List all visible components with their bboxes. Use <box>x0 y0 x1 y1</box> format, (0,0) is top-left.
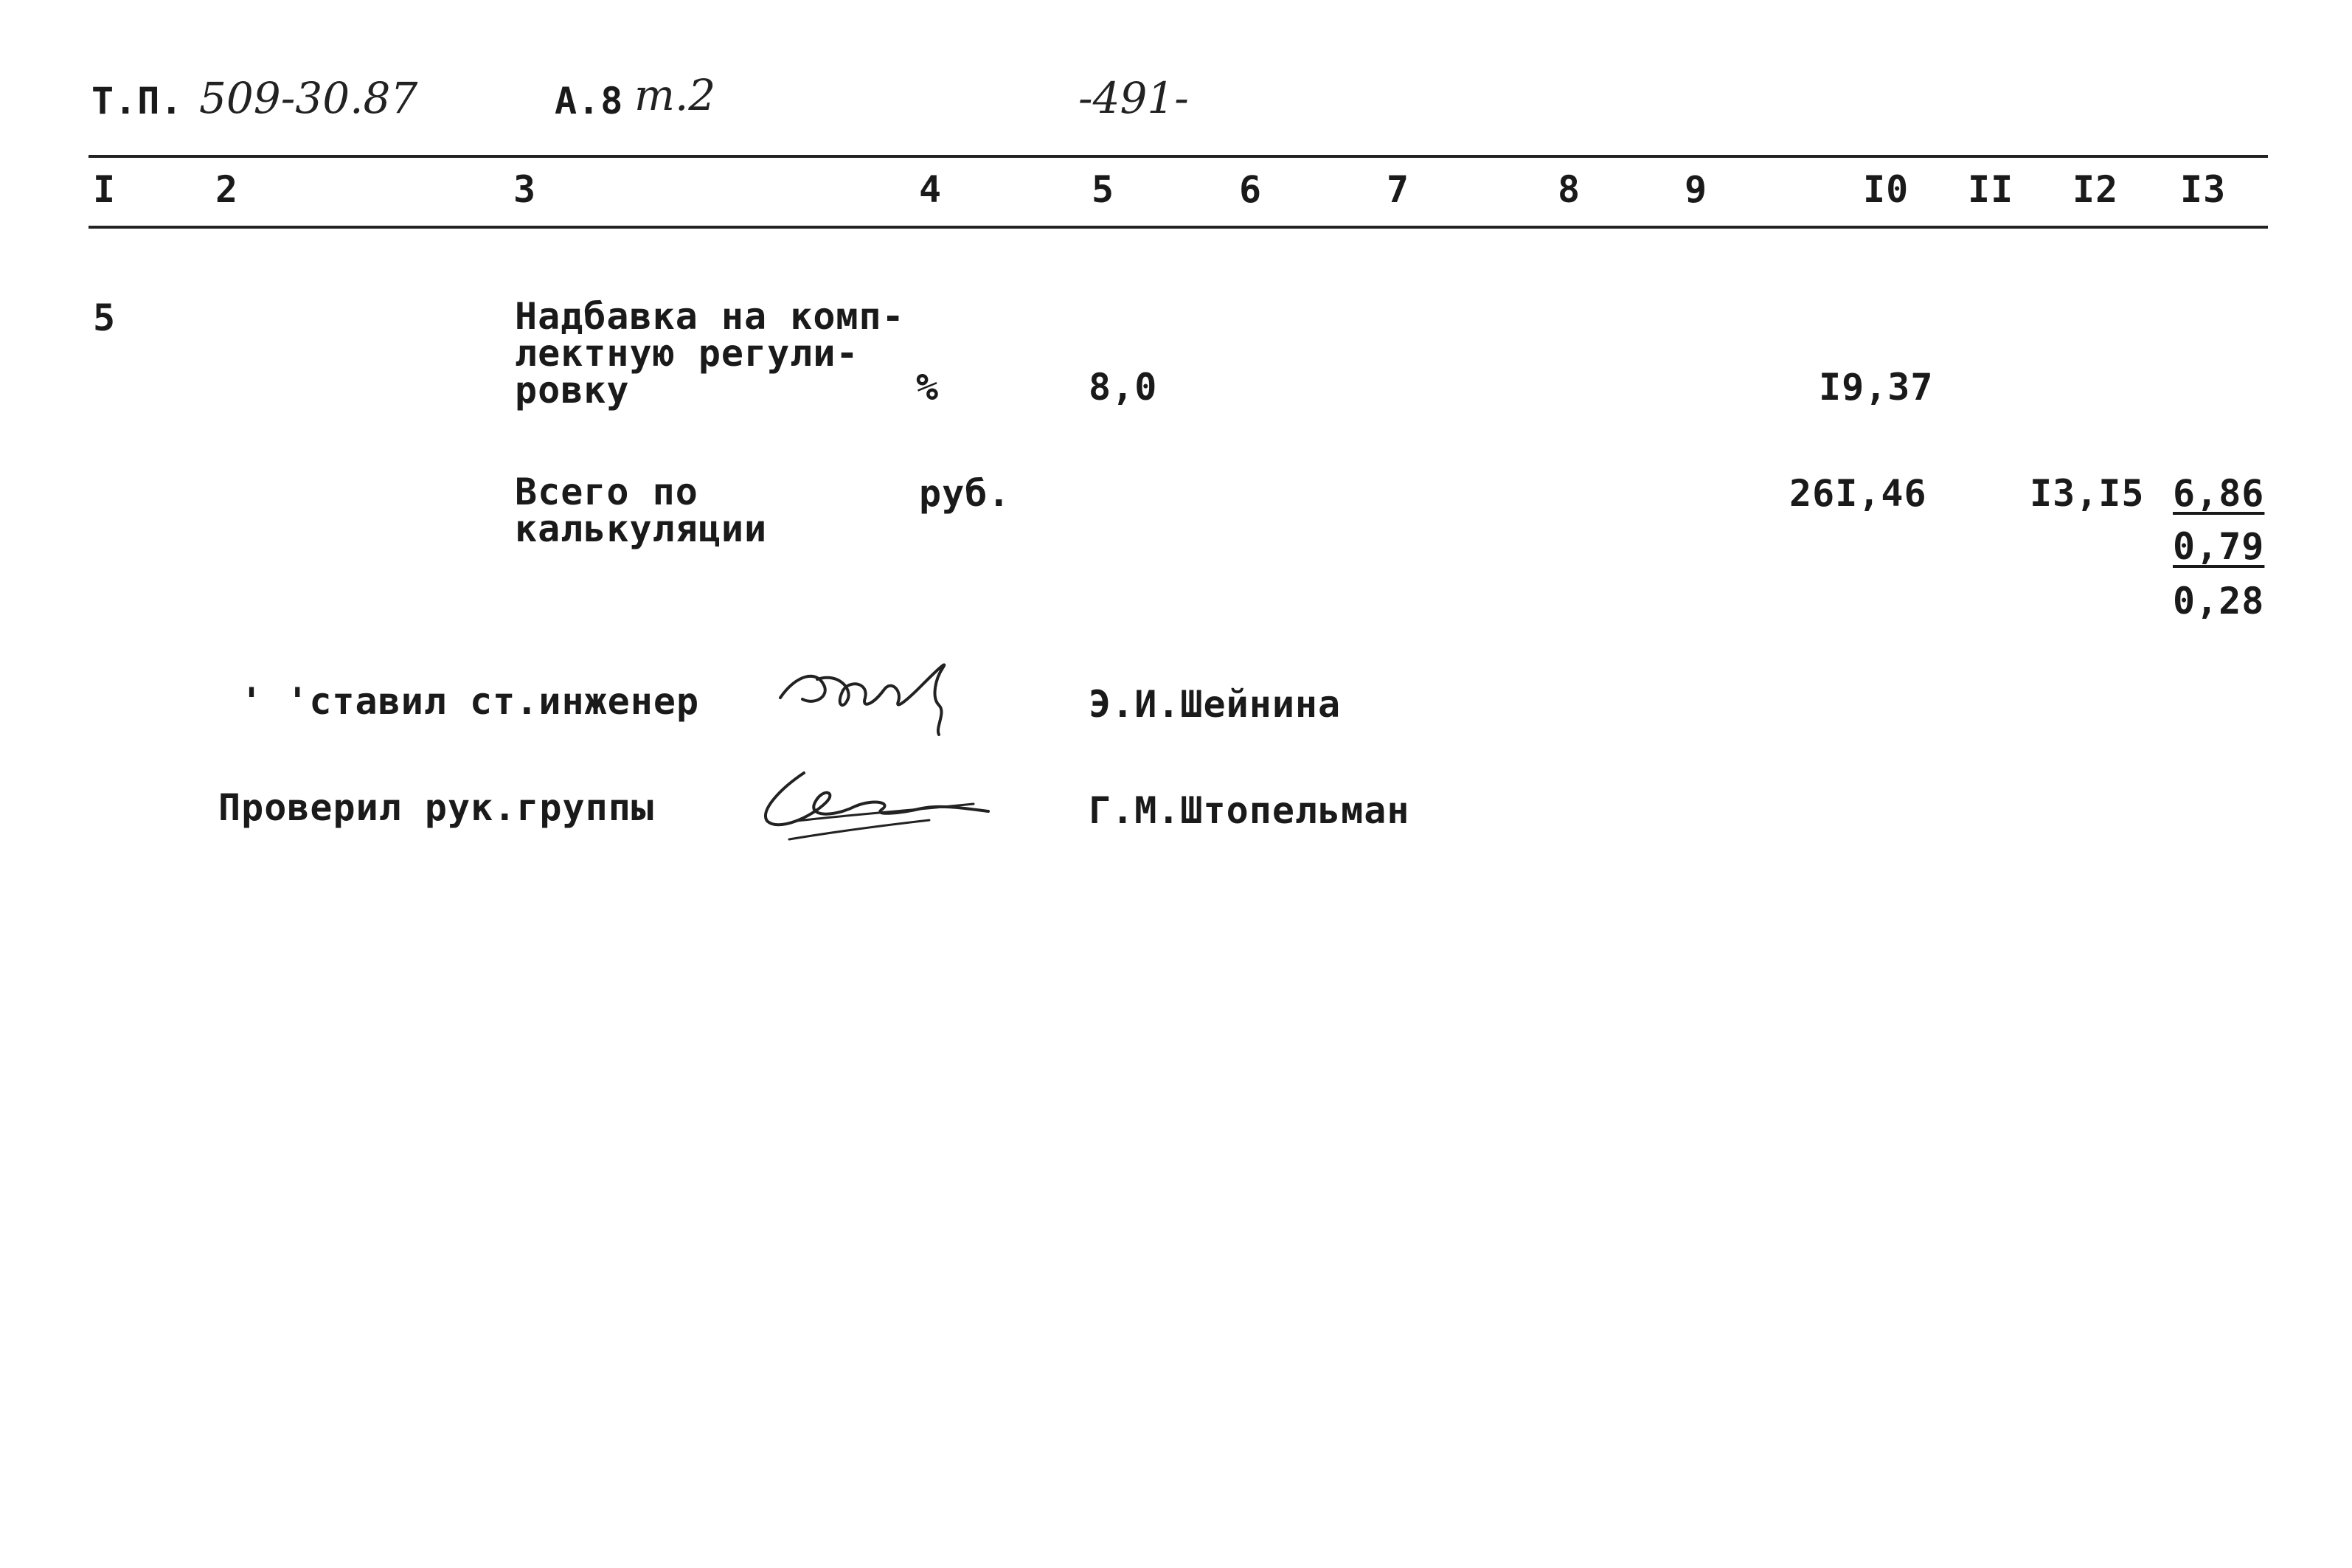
column-header-1: I <box>93 168 117 211</box>
row-name: Всего по калькуляции <box>515 471 768 550</box>
column-header-7: 7 <box>1387 168 1410 211</box>
row-col13-value-2: 0,79 <box>2173 525 2265 568</box>
compiled-by-label-text: ставил ст.инженер <box>309 680 700 723</box>
document-code-prefix: Т.П. <box>91 80 184 122</box>
row-unit: % <box>916 366 940 409</box>
album-prefix: А.8 <box>555 80 624 122</box>
row-unit: руб. <box>919 472 1011 515</box>
column-header-13: I3 <box>2180 168 2227 211</box>
compiled-by-label <box>240 680 700 723</box>
row-name: Надбавка на комп- лектную регули- ровку <box>515 295 905 412</box>
column-header-11: II <box>1968 168 2014 211</box>
column-header-8: 8 <box>1558 168 1581 211</box>
row-number: 5 <box>93 296 117 339</box>
row-col13-value-3: 0,28 <box>2173 580 2265 622</box>
row-col10-value: I9,37 <box>1819 366 1934 409</box>
header-top-rule <box>89 155 2268 158</box>
checked-signature-icon <box>752 758 996 847</box>
header-bottom-rule <box>89 226 2268 229</box>
column-header-10: I0 <box>1863 168 1909 211</box>
checked-by-label: Проверил рук.группы <box>218 786 654 829</box>
column-header-6: 6 <box>1239 168 1263 211</box>
page-number: -491- <box>1078 73 1189 123</box>
compiled-by-name: Э.И.Шейнина <box>1089 683 1342 726</box>
row-col12-value: I3,I5 <box>2030 472 2145 515</box>
column-header-2: 2 <box>215 168 239 211</box>
column-header-5: 5 <box>1092 168 1115 211</box>
label-fragment-mark: ' ' <box>240 680 310 723</box>
row-col10-value: 26I,46 <box>1789 472 1927 515</box>
compiled-signature-icon <box>773 646 965 742</box>
column-header-12: I2 <box>2072 168 2119 211</box>
row-col13-value-1: 6,86 <box>2173 472 2265 515</box>
column-header-3: 3 <box>513 168 537 211</box>
column-header-9: 9 <box>1685 168 1708 211</box>
column-header-4: 4 <box>919 168 943 211</box>
document-code-number: 509-30.87 <box>199 73 418 123</box>
row-col5-value: 8,0 <box>1089 366 1158 409</box>
album-volume: т.2 <box>634 70 716 120</box>
checked-by-name: Г.М.Штопельман <box>1089 789 1410 832</box>
